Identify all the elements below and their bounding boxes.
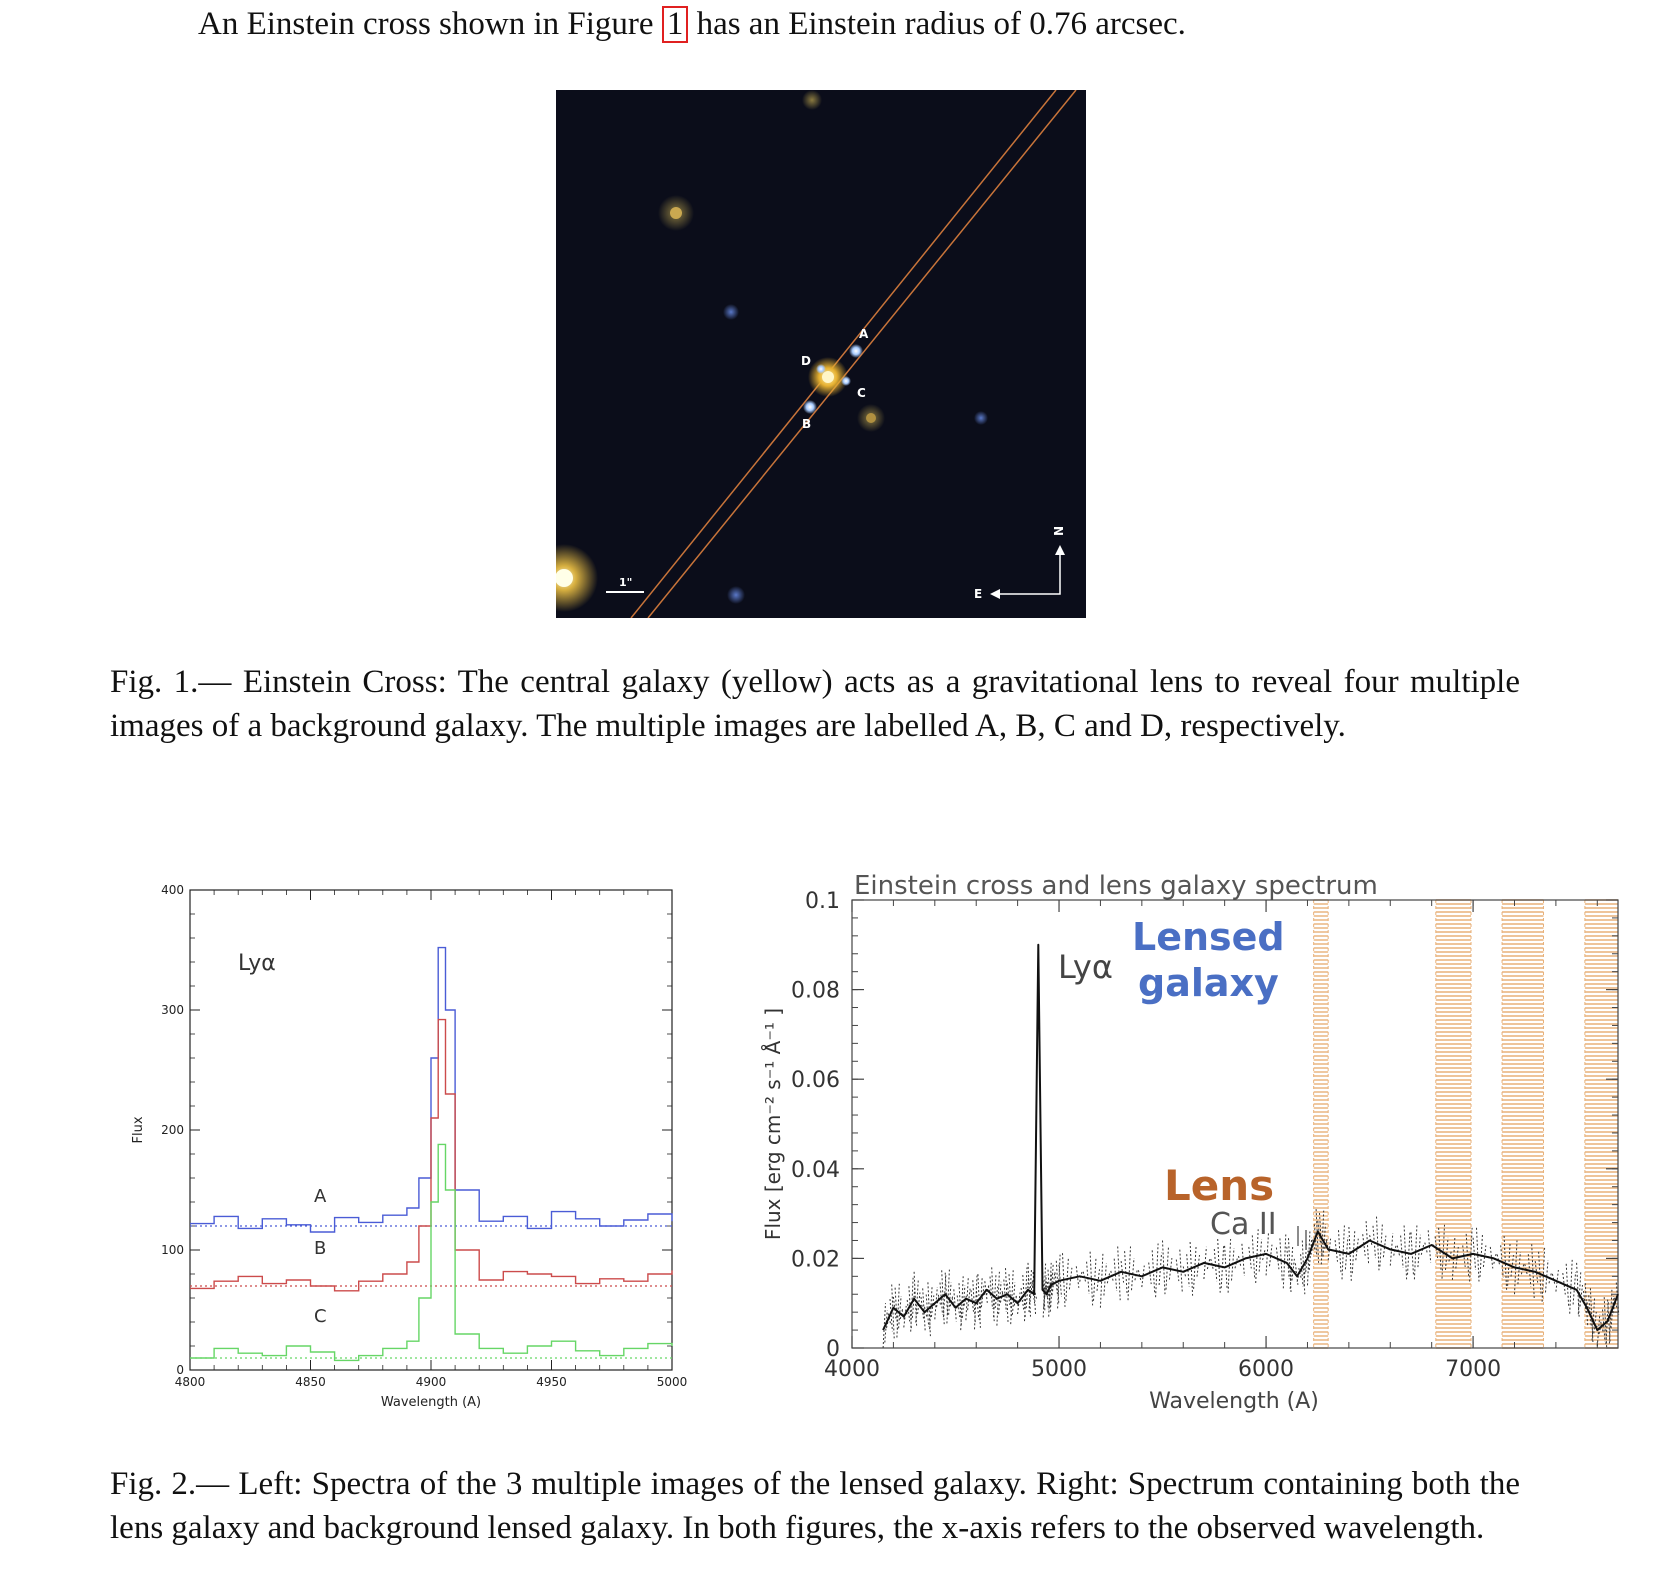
y-tick-label: 0.02 (791, 1247, 840, 1273)
x-tick-label: 6000 (1238, 1357, 1295, 1382)
series-label-c: C (314, 1306, 327, 1327)
y-tick-label: 0.08 (791, 978, 840, 1004)
x-axis-label: Wavelength (A) (1149, 1389, 1319, 1414)
y-axis-label: Flux [erg cm⁻² s⁻¹ Å⁻¹ ] (761, 1007, 785, 1241)
x-tick-label: 4800 (174, 1375, 206, 1389)
y-tick-label: 0 (826, 1337, 840, 1362)
field-galaxy (723, 304, 739, 320)
intro-sentence (198, 6, 1186, 43)
field-galaxy-core (866, 413, 876, 423)
sky-background (556, 90, 1086, 618)
chart-title: Einstein cross and lens galaxy spectrum (854, 871, 1378, 901)
image-label-c: C (857, 386, 866, 400)
lens-label: Lens (1164, 1161, 1275, 1210)
x-tick-label: 5000 (1031, 1357, 1088, 1382)
image-label-d: D (801, 354, 811, 368)
image-label-b: B (802, 417, 812, 431)
field-galaxy (727, 586, 745, 604)
x-axis-label: Wavelength (A) (380, 1395, 482, 1410)
y-tick-label: 0.04 (791, 1157, 840, 1183)
y-tick-label: 300 (161, 1003, 184, 1017)
y-axis-label: Flux (131, 1116, 146, 1144)
series-label-a: A (314, 1186, 327, 1207)
y-tick-label: 200 (161, 1123, 184, 1137)
y-tick-label: 0 (176, 1363, 184, 1377)
intro-text-before: An Einstein cross shown in Figure (198, 6, 662, 42)
figure-1-caption: Fig. 1.— Einstein Cross: The central galaxy (yellow) acts as a gravitational lens to reveal four multiple images of a background galaxy. The multiple images are labelled A, B, C and D, respectively. (110, 664, 1520, 744)
figure-1-reference-link[interactable]: 1 (662, 6, 689, 43)
lya-label: Lyα (238, 951, 276, 976)
lensed-image-c (841, 376, 851, 386)
compass-north-label: N (1052, 525, 1066, 536)
lensed-image-d (816, 364, 826, 374)
lya-label: Lyα (1058, 948, 1113, 986)
einstein-cross-image (556, 90, 1086, 618)
y-tick-label: 0.06 (791, 1068, 840, 1094)
field-galaxy-core (670, 207, 682, 219)
field-galaxy (802, 90, 822, 110)
lensed-galaxy-label-line1: Lensed (1132, 915, 1285, 959)
y-tick-label: 400 (161, 883, 184, 897)
y-tick-label: 100 (161, 1243, 184, 1257)
lya-spectra-chart (128, 876, 698, 1416)
field-galaxy (974, 411, 988, 425)
x-tick-label: 7000 (1445, 1357, 1502, 1382)
x-tick-label: 4850 (295, 1375, 326, 1389)
image-label-a: A (859, 327, 869, 341)
lensed-galaxy-label-line2: galaxy (1138, 961, 1279, 1005)
ca-ii-label: Ca II (1210, 1207, 1277, 1242)
intro-text-after: has an Einstein radius of 0.76 arcsec. (688, 6, 1186, 42)
scale-bar-label: 1" (619, 576, 633, 589)
y-tick-label: 0.1 (805, 889, 840, 914)
combined-spectrum-chart (754, 868, 1644, 1428)
x-tick-label: 5000 (656, 1375, 688, 1389)
x-tick-label: 4950 (536, 1375, 567, 1389)
lensed-image-b (803, 400, 817, 414)
compass-east-label: E (974, 587, 983, 601)
lensed-image-a (849, 344, 863, 358)
figure-2-caption: Fig. 2.— Left: Spectra of the 3 multiple images of the lensed galaxy. Right: Spectrum containing both the lens galaxy and background lensed galaxy. In both figures, the x-axis refers to the observed wavelength. (110, 1466, 1520, 1546)
x-tick-label: 4000 (824, 1357, 880, 1382)
series-label-b: B (314, 1238, 327, 1259)
x-tick-label: 4900 (415, 1375, 447, 1389)
